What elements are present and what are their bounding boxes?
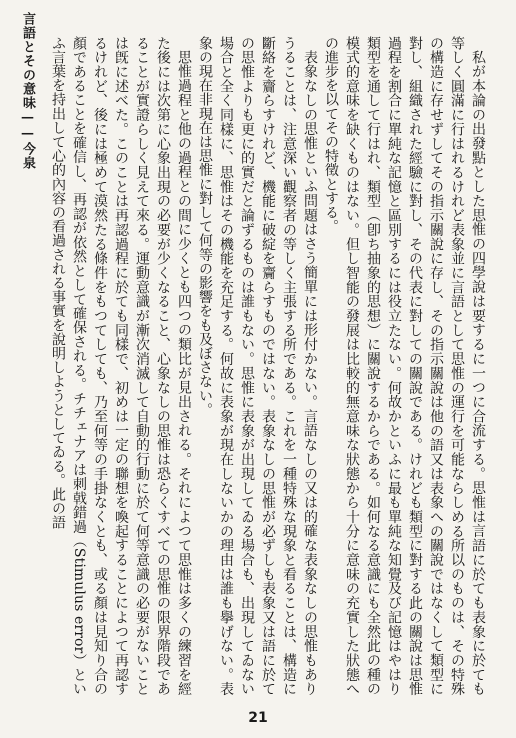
page-number: 21 (248, 710, 268, 726)
paragraph-3: 思惟過程と他の過程との間に少くとも四つの類比が見出される。それによつて思惟は多くの練習を經た後には次第に心象出現の必要が少くなること、心象なしの思惟は恐らくすべての思惟の限界階段であることが實證らしく見えて來る。運動意識が漸次消滅して自動的行動に於て何等意識の必要がないことは旣に述べた。このことは再認過程に於ても同樣で、初めは一定の聯想を喚起することによつて再認するけれど、後には極めて漠然たる條件をもつてしても、乃至何等の手掛なくとも、或る顏は見知り合の顏であることを確信し、再認が依然として確保される。チチェナアは刺戟錯過（Stimulus error）といふ言葉を持出して心的內容の看過される事實を說明しようとしてゐる。此の語 (50, 36, 192, 696)
running-header: 言語とその意味——今泉 (20, 12, 35, 170)
paragraph-2: 表象なしの思惟といふ問題はさう簡單には形付かない。言語なしの又は的確な表象なしの思惟もありうることは、注意深い觀察者の等しく主張する所である。これを一種特殊な現象と看ることは、構造に斷絡を齎らすけれど、機能に破綻を齎らすものではない。表象なしの思惟が必ずしも表象又は語に於ての思惟よりも更に的實だと論ずるものは誰もない。思惟に表象が出現してゐる場合も、出現してゐない場合と全く同樣に、思惟はその機能を充足する。何故に表象が現在しないかの理由は誰も擧げない。表象の現在非現在は思惟に對して何等の影響をも及ぼさない。 (197, 36, 318, 696)
body-text (30, 36, 488, 696)
paragraph-1: 私が本論の出發點とした思惟の四學說は要するに一つに合流する。思惟は言語に於ても表象に於ても等しく圓滿に行はれるけれど表象並に言語として思惟の運行を可能ならしめる所以のものは、その特殊の構造に存せずしてその指示關說に存し、その指示關說は他の語又は表象への關說ではなくして類型に對し、組織された經驗に對し、その代表に對しての關說である。けれども類型に對する此の關說は思惟過程を割合に單純な記憶と區別するには役立たない。何故かといふに最も單純な知覺及び記憶はやはり類型を通して行はれ、類型（卽ち抽象的思想）に關說するからである。如何なる意識にも全然此の種の模式的意味を缺くものはない。但し智能の發展は比較的無意味な狀態から十分に意味の充實した狀態への進步を以てその特徵とする。 (323, 36, 486, 696)
